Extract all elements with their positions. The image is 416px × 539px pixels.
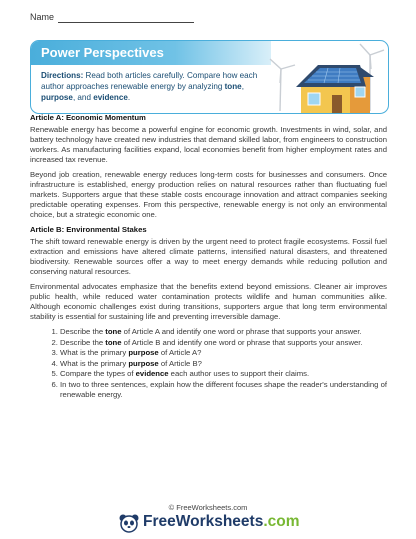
directions-tone: tone bbox=[224, 82, 242, 91]
article-a-paragraph-2: Beyond job creation, renewable energy reduces long-term costs for businesses and consumers. Once infrastructure is established, energy production relies on natural resources rather than fluctuating fuel markets. Supporters argue that these stable costs encourage innovation and attract companies seeking predictable operating expenses. From this perspective, renewable energy is not only an environmental choice, but a strategic economic one. bbox=[30, 170, 387, 219]
question-text: In two to three sentences, explain how the different focuses shape the reader's understanding of renewable energy. bbox=[60, 379, 387, 399]
article-a-paragraph-1: Renewable energy has become a powerful engine for economic growth. Investments in wind, solar, and battery technology have created new industries that demand skilled labor, from engineers to construction workers. As manufacturing facilities expand, local economies benefit from higher employment rates and increased tax revenue. bbox=[30, 125, 387, 164]
question-list bbox=[30, 327, 387, 400]
page-title: Power Perspectives bbox=[41, 45, 164, 60]
article-b-paragraph-2: Environmental advocates emphasize that the benefits extend beyond emissions. Cleaner air improves public health, while reduced water contamination protects wildlife and human communities alike. Although economic challenges exist during transitions, supporters argue that long term environmental stability is essential for sustaining life and preventing irreversible damage. bbox=[30, 282, 387, 321]
footer-link[interactable]: © FreeWorksheets.com bbox=[168, 503, 248, 512]
question-keyword: evidence bbox=[135, 369, 169, 378]
question-keyword: purpose bbox=[128, 348, 159, 357]
directions-period: . bbox=[127, 93, 131, 102]
question-text: What is the primary bbox=[60, 348, 129, 357]
question-keyword: tone bbox=[105, 327, 122, 336]
logo-worksheets: Worksheets bbox=[175, 513, 264, 530]
wind-turbine-left-icon bbox=[270, 59, 295, 111]
question-item bbox=[60, 380, 387, 400]
question-text: Describe the bbox=[60, 337, 106, 347]
directions-purpose: purpose bbox=[41, 93, 73, 102]
directions-and: , and bbox=[72, 93, 94, 102]
logo-free: Free bbox=[143, 513, 176, 530]
freeworksheets-logo[interactable] bbox=[118, 513, 308, 533]
question-keyword: tone bbox=[105, 337, 122, 347]
name-label: Name bbox=[30, 12, 55, 22]
logo-wordmark bbox=[143, 513, 300, 531]
question-item bbox=[60, 327, 387, 337]
question-item bbox=[60, 369, 387, 379]
question-text: of Article A and identify one word or phrase that supports your answer. bbox=[121, 327, 362, 336]
question-text: Describe the bbox=[60, 327, 106, 336]
question-text: of Article B? bbox=[158, 358, 202, 368]
article-b-paragraph-1: The shift toward renewable energy is driven by the urgent need to protect fragile ecosystems. Fossil fuel extraction and emissions have altered climate patterns, intensified natural disasters, and threatened biodiversity. Renewable sources offer a way to meet energy demands while reducing pollution and conserving natural resources. bbox=[30, 237, 387, 276]
question-text: of Article A? bbox=[158, 348, 202, 357]
question-text: What is the primary bbox=[60, 358, 129, 368]
question-item bbox=[60, 338, 387, 348]
question-text: each author uses to support their claims. bbox=[168, 369, 310, 378]
directions-label: Directions: bbox=[41, 71, 84, 80]
worksheet-body bbox=[30, 113, 387, 400]
article-b-heading: Article B: Environmental Stakes bbox=[30, 225, 147, 234]
title-banner bbox=[30, 40, 389, 114]
article-a-heading: Article A: Economic Momentum bbox=[30, 113, 146, 122]
directions-evidence: evidence bbox=[93, 93, 128, 102]
question-text: Compare the types of bbox=[60, 369, 136, 378]
house-solar-wind-illustration bbox=[268, 41, 386, 113]
directions-text bbox=[41, 70, 269, 103]
question-item bbox=[60, 348, 387, 358]
name-line[interactable] bbox=[58, 22, 194, 23]
directions-body: Read both articles carefully. Compare how each author approaches renewable energy by analyzing bbox=[41, 71, 258, 91]
panda-icon bbox=[118, 513, 140, 533]
directions-comma: , bbox=[241, 82, 244, 91]
question-text: of Article B and identify one word or phrase that supports your answer. bbox=[121, 337, 363, 347]
question-keyword: purpose bbox=[128, 358, 159, 368]
house-icon bbox=[296, 65, 374, 113]
question-item bbox=[60, 359, 387, 369]
logo-com: .com bbox=[263, 513, 300, 530]
